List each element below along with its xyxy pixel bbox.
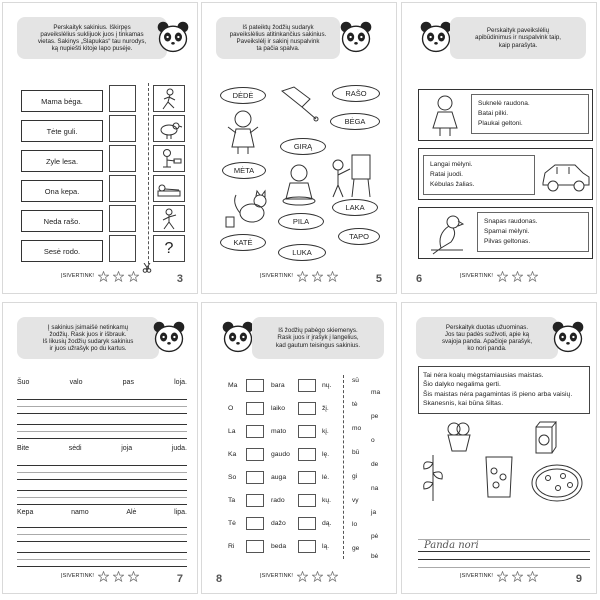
syllable-row: Ta rado kų. — [226, 494, 346, 508]
panda-icon — [550, 319, 586, 355]
page-number: 8 — [216, 573, 223, 585]
word[interactable]: sėdi — [68, 445, 82, 452]
writing-line[interactable] — [17, 472, 187, 473]
writing-line[interactable] — [17, 534, 187, 535]
star-icon[interactable] — [98, 271, 109, 282]
star-icon[interactable] — [297, 271, 308, 282]
word[interactable]: Bite — [17, 445, 30, 452]
scrambled-sentence — [17, 509, 187, 516]
clue-text: Tai nėra koalų mėgstamiausias maistas. Šio dalyko negalima gerti. Šis maistas nėra pagamintas iš pieno arba vaisių. Skanesnis, kai būna šiltas. — [418, 366, 590, 414]
writing-line[interactable] — [17, 399, 187, 400]
description-text: Snapas raudonas. Sparnai mėlyni. Pilvas geltonas. — [477, 212, 589, 252]
star-icon[interactable] — [113, 271, 124, 282]
self-assessment — [3, 569, 197, 583]
syllable-box[interactable] — [298, 517, 316, 530]
syllable-piece[interactable]: tė — [352, 401, 358, 408]
worksheet-page-7 — [2, 302, 198, 594]
syllable-piece[interactable]: o — [371, 437, 375, 444]
syllable-piece[interactable]: sū — [352, 377, 359, 384]
plant-picture — [418, 449, 448, 503]
syllable-row: Tė dažo dą. — [226, 517, 346, 531]
writing-line[interactable] — [17, 504, 187, 505]
syllable-box[interactable] — [298, 540, 316, 553]
syllable-box[interactable] — [298, 402, 316, 415]
star-icon[interactable] — [312, 271, 323, 282]
writing-line[interactable] — [17, 527, 187, 528]
sentence-4: Ona kepa. — [21, 180, 103, 202]
star-icon[interactable] — [297, 571, 308, 582]
word-oval[interactable]: LUKA — [278, 244, 326, 261]
star-icon[interactable] — [327, 271, 338, 282]
writing-line[interactable] — [17, 566, 187, 567]
word-oval[interactable]: BĖGA — [330, 113, 380, 130]
star-icon[interactable] — [98, 571, 109, 582]
description-card — [418, 89, 593, 141]
writing-line[interactable] — [418, 551, 590, 552]
paste-box[interactable] — [109, 175, 136, 202]
running-woman-picture — [153, 85, 185, 112]
writing-line[interactable] — [17, 424, 187, 425]
answer-prompt: Panda nori — [424, 540, 479, 551]
juice-box-picture — [528, 419, 560, 455]
syllable-piece[interactable]: gi — [352, 473, 358, 480]
page-number: 9 — [575, 573, 582, 585]
writing-line[interactable] — [17, 479, 187, 480]
page-number: 3 — [176, 273, 183, 285]
paste-box[interactable] — [109, 85, 136, 112]
self-assessment-label: ĮSIVERTINK! — [60, 273, 95, 279]
writing-line[interactable] — [17, 465, 187, 466]
painter-picture — [326, 151, 374, 199]
syllable-box[interactable] — [246, 540, 264, 553]
syllable-row: So auga lė. — [226, 471, 346, 485]
girl-picture — [224, 107, 262, 155]
word-oval[interactable]: RAŠO — [332, 85, 380, 102]
syllable-box[interactable] — [246, 379, 264, 392]
word-oval[interactable]: TAPO — [338, 228, 380, 245]
writing-line[interactable] — [17, 431, 187, 432]
syllable-box[interactable] — [246, 517, 264, 530]
star-icon[interactable] — [497, 271, 508, 282]
instruction-banner: Iš žodžių pabėgo skiemenys. Rask juos ir įrašyk į langelius, kad gautum teisingus sakinius. — [252, 317, 384, 359]
worksheet-page-6 — [401, 2, 597, 294]
car-picture — [539, 157, 591, 195]
self-assessment — [202, 269, 396, 283]
word[interactable]: valo — [69, 379, 83, 386]
parrot-picture — [427, 212, 467, 256]
sentence-6: Sesė rodo. — [21, 240, 103, 262]
word[interactable]: lipa. — [174, 509, 187, 516]
self-assessment — [402, 269, 596, 283]
bird-picture — [153, 115, 185, 142]
panda-icon — [151, 319, 187, 355]
scrambled-sentence — [17, 445, 187, 452]
syllable-piece[interactable]: pė — [371, 533, 379, 540]
word[interactable]: Kepa — [17, 509, 34, 516]
paste-box[interactable] — [109, 115, 136, 142]
writing-line[interactable] — [418, 559, 590, 560]
star-icon[interactable] — [113, 571, 124, 582]
syllable-box[interactable] — [246, 448, 264, 461]
question-mark-box: ? — [153, 235, 185, 262]
syllable-box[interactable] — [298, 471, 316, 484]
syllable-piece[interactable]: ma — [371, 389, 381, 396]
syllable-row: Ri beda lą. — [226, 540, 346, 554]
ice-cream-picture — [442, 419, 476, 453]
syllable-piece[interactable]: pe — [371, 413, 379, 420]
self-assessment-label: ĮSIVERTINK! — [459, 273, 494, 279]
star-icon[interactable] — [312, 571, 323, 582]
syllable-row: O laiko žį. — [226, 402, 346, 416]
word[interactable]: joja — [121, 445, 133, 452]
pizza-picture — [530, 463, 584, 503]
snack-bag-picture — [482, 453, 516, 499]
cat-picture — [222, 183, 272, 231]
word[interactable]: Šuo — [17, 379, 30, 386]
syllable-row: La mato kį. — [226, 425, 346, 439]
worksheet-page-4 — [2, 2, 198, 294]
paste-box[interactable] — [109, 145, 136, 172]
instruction-banner: Perskaityk paveikslėlių apibūdinimus ir nuspalvink taip, kaip parašyta. — [450, 17, 586, 59]
watering-can-picture — [272, 83, 322, 123]
girl-in-dress-picture — [427, 94, 463, 138]
word[interactable]: juda. — [171, 445, 187, 452]
word[interactable]: loja. — [174, 379, 187, 386]
word-oval[interactable]: KATĖ — [220, 234, 266, 251]
page-number: 5 — [375, 273, 382, 285]
self-assessment — [402, 569, 596, 583]
panda-icon — [338, 19, 374, 55]
syllable-piece[interactable]: lo — [352, 521, 358, 528]
description-text: Langai mėlyni. Ratai juodi. Kėbulas žalias. — [423, 155, 535, 195]
syllable-box[interactable] — [298, 494, 316, 507]
scrambled-sentence — [17, 379, 187, 386]
writing-line[interactable] — [17, 406, 187, 407]
word-oval[interactable]: MĖTA — [222, 162, 266, 179]
cut-line — [343, 375, 344, 559]
star-icon[interactable] — [497, 571, 508, 582]
baking-woman-picture — [153, 145, 185, 172]
writing-line[interactable] — [17, 438, 187, 439]
writing-line[interactable] — [418, 539, 590, 540]
sentence-2: Tėte guli. — [21, 120, 103, 142]
syllable-box[interactable] — [298, 379, 316, 392]
panda-icon — [418, 19, 454, 55]
syllable-row: Ma bara nų. — [226, 379, 346, 393]
self-assessment-label: ĮSIVERTINK! — [459, 573, 494, 579]
writing-line[interactable] — [17, 413, 187, 414]
syllable-piece[interactable]: bė — [371, 553, 379, 560]
word[interactable]: pas — [122, 379, 134, 386]
syllable-box[interactable] — [246, 402, 264, 415]
star-icon[interactable] — [527, 271, 538, 282]
star-icon[interactable] — [128, 571, 139, 582]
writing-line[interactable] — [17, 490, 187, 491]
instruction-banner: Perskaityk duotas užuominas. Jos tau padės suživoti, apie ką svajoja panda. Apačioje parašyk, ko nori panda. — [416, 317, 558, 359]
syllable-row: Ka gaudo lę. — [226, 448, 346, 462]
syllable-box[interactable] — [298, 448, 316, 461]
syllable-box[interactable] — [246, 494, 264, 507]
self-assessment-label: ĮSIVERTINK! — [259, 573, 294, 579]
star-icon[interactable] — [512, 271, 523, 282]
syllable-piece[interactable]: ge — [352, 545, 360, 552]
syllable-piece[interactable]: vy — [352, 497, 359, 504]
paste-box[interactable] — [109, 205, 136, 232]
sentence-3: Zyle lesa. — [21, 150, 103, 172]
word-oval[interactable]: DĖDĖ — [220, 87, 266, 104]
word-oval[interactable]: GIRĄ — [280, 138, 326, 155]
sentence-1: Mama bėga. — [21, 90, 103, 112]
writing-line[interactable] — [17, 559, 187, 560]
star-icon[interactable] — [527, 571, 538, 582]
word-oval[interactable]: PILA — [278, 213, 324, 230]
cut-line — [148, 83, 149, 269]
panda-icon — [155, 19, 191, 55]
sentence-5: Neda rašo. — [21, 210, 103, 232]
writing-line[interactable] — [17, 541, 187, 542]
word[interactable]: namo — [71, 509, 89, 516]
writing-line[interactable] — [418, 567, 590, 568]
running-boy-picture — [153, 205, 185, 232]
description-card — [418, 148, 593, 200]
self-assessment — [3, 269, 197, 283]
instruction-banner: Į sakinius įsimaišė netinkamų žodžių. Rask juos ir išbrauk. Iš likusių žodžių sudaryk sakinius ir juos užrašyk po du kartus. — [17, 317, 159, 359]
syllable-piece[interactable]: ja — [371, 509, 377, 516]
self-assessment-label: ĮSIVERTINK! — [259, 273, 294, 279]
writing-line[interactable] — [17, 497, 187, 498]
instruction-banner: Iš pateiktų žodžių sudaryk paveikslėlius atitinkančius sakinius. Paveikslėlį ir sakinį nuspalvink ta pačia spalva. — [216, 17, 340, 59]
panda-icon — [220, 319, 256, 355]
paste-box[interactable] — [109, 235, 136, 262]
worksheet-page-9 — [401, 302, 597, 594]
syllable-piece[interactable]: mo — [352, 425, 362, 432]
self-assessment — [202, 569, 396, 583]
writing-line[interactable] — [17, 552, 187, 553]
star-icon[interactable] — [128, 271, 139, 282]
syllable-box[interactable] — [246, 471, 264, 484]
worksheet-page-5 — [201, 2, 397, 294]
syllable-box[interactable] — [298, 425, 316, 438]
sleeping-man-picture — [153, 175, 185, 202]
word[interactable]: Alė — [126, 509, 137, 516]
description-card — [418, 207, 593, 259]
page-number: 6 — [416, 273, 423, 285]
instruction-banner: Perskaityk sakinius. Iškirpęs paveikslėlius suklijuok juos į tinkamas vietas. Sakinys „Slapukas“ tau nurodys, ką nupiešti kitoje lapo pusėje. — [17, 17, 167, 59]
word-oval[interactable]: LAKA — [332, 199, 378, 216]
syllable-piece[interactable]: na — [371, 485, 379, 492]
syllable-piece[interactable]: bū — [352, 449, 360, 456]
syllable-box[interactable] — [246, 425, 264, 438]
description-text: Suknelė raudona. Batai pilki. Plaukai geltoni. — [471, 94, 589, 134]
page-number: 7 — [176, 573, 183, 585]
self-assessment-label: ĮSIVERTINK! — [60, 573, 95, 579]
syllable-piece[interactable]: de — [371, 461, 379, 468]
star-icon[interactable] — [512, 571, 523, 582]
star-icon[interactable] — [327, 571, 338, 582]
cooking-girl-picture — [272, 161, 326, 207]
worksheet-page-8 — [201, 302, 397, 594]
